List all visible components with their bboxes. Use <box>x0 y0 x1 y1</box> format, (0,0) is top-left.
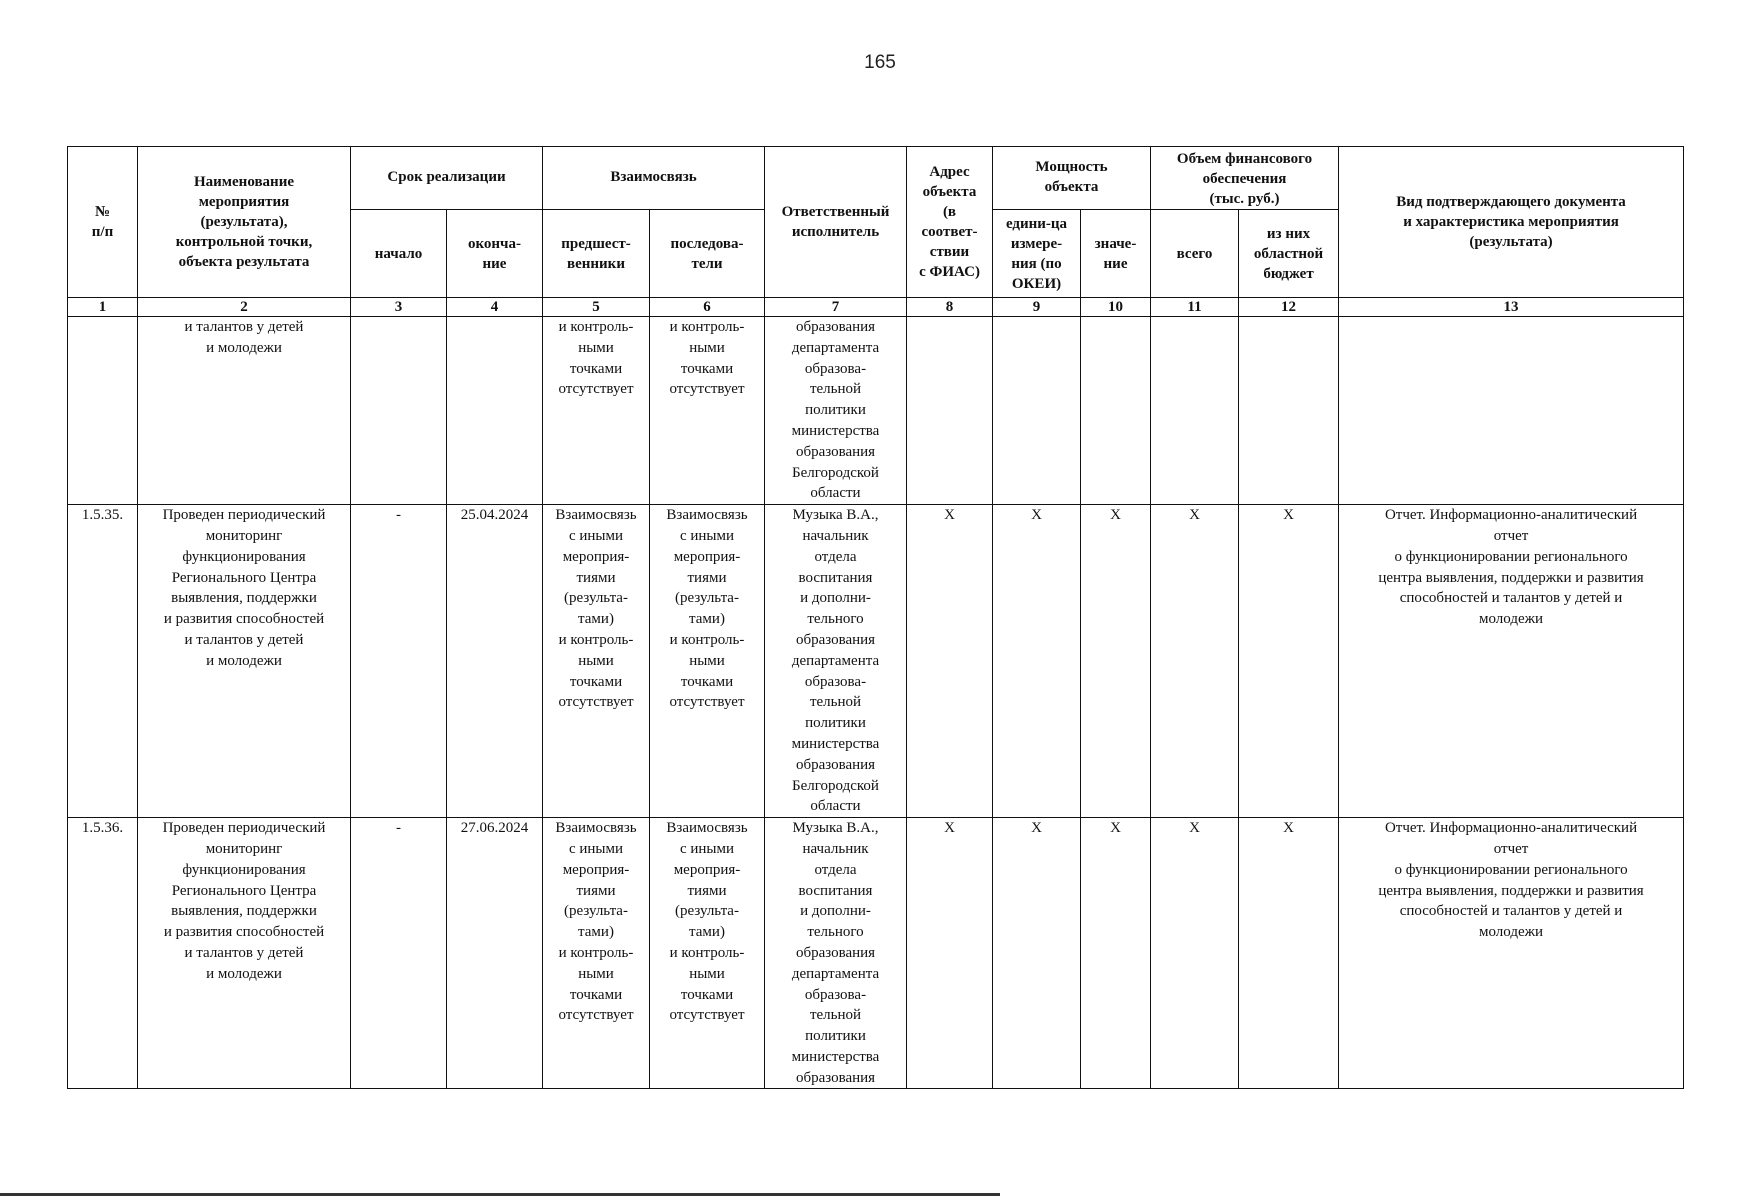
cell-address: X <box>907 818 993 1089</box>
cell-doc: Отчет. Информационно-аналитический отчет о функционировании регионального центра выявления, поддержки и развития способностей и талантов у детей и молодежи <box>1339 818 1684 1089</box>
cell-unit: X <box>993 818 1081 1089</box>
cell-unit: X <box>993 505 1081 818</box>
header-name: Наименование мероприятия (результата), контрольной точки, объекта результата <box>138 147 351 298</box>
header-finance-total: всего <box>1151 210 1239 298</box>
cell-no: 1.5.36. <box>68 818 138 1089</box>
header-term-end: оконча- ние <box>447 210 543 298</box>
cell-total: X <box>1151 818 1239 1089</box>
cell-name: и талантов у детей и молодежи <box>138 317 351 505</box>
cell-start: - <box>351 505 447 818</box>
column-numbers-row <box>68 298 1684 317</box>
cell-doc <box>1339 317 1684 505</box>
column-number: 2 <box>138 298 351 317</box>
cell-value <box>1081 317 1151 505</box>
table-row <box>68 505 1684 818</box>
cell-end: 25.04.2024 <box>447 505 543 818</box>
cell-no: 1.5.35. <box>68 505 138 818</box>
cell-address <box>907 317 993 505</box>
cell-regional: X <box>1239 505 1339 818</box>
cell-responsible: образования департамента образова- тельной политики министерства образования Белгородской области <box>765 317 907 505</box>
plan-table <box>67 146 1684 1089</box>
page-number: 165 <box>864 52 896 73</box>
header-term-start: начало <box>351 210 447 298</box>
column-number: 4 <box>447 298 543 317</box>
cell-name: Проведен периодический мониторинг функционирования Регионального Центра выявления, поддержки и развития способностей и талантов у детей и молодежи <box>138 818 351 1089</box>
cell-regional <box>1239 317 1339 505</box>
cell-name: Проведен периодический мониторинг функционирования Регионального Центра выявления, поддержки и развития способностей и талантов у детей и молодежи <box>138 505 351 818</box>
header-capacity: Мощность объекта <box>993 147 1151 210</box>
header-finance: Объем финансового обеспечения (тыс. руб.) <box>1151 147 1339 210</box>
header-responsible: Ответственный исполнитель <box>765 147 907 298</box>
cell-responsible: Музыка В.А., начальник отдела воспитания и дополни- тельного образования департамента образова- тельной политики министерства образования Белгородской области <box>765 505 907 818</box>
cell-prev: Взаимосвязь с иными мероприя- тиями (результа- тами) и контроль- ными точками отсутствует <box>543 505 650 818</box>
cell-unit <box>993 317 1081 505</box>
cell-total: X <box>1151 505 1239 818</box>
cell-prev: Взаимосвязь с иными мероприя- тиями (результа- тами) и контроль- ными точками отсутствует <box>543 818 650 1089</box>
cell-start: - <box>351 818 447 1089</box>
column-number: 7 <box>765 298 907 317</box>
header-capacity-unit: едини-ца измере- ния (по ОКЕИ) <box>993 210 1081 298</box>
header-finance-regional: из них областной бюджет <box>1239 210 1339 298</box>
column-number: 3 <box>351 298 447 317</box>
header-capacity-value: значе- ние <box>1081 210 1151 298</box>
bottom-rule <box>0 1193 1000 1196</box>
column-number: 5 <box>543 298 650 317</box>
header-relation-prev: предшест- венники <box>543 210 650 298</box>
header-address: Адрес объекта (в соответ- ствии с ФИАС) <box>907 147 993 298</box>
header-relation: Взаимосвязь <box>543 147 765 210</box>
cell-end <box>447 317 543 505</box>
cell-next: Взаимосвязь с иными мероприя- тиями (результа- тами) и контроль- ными точками отсутствует <box>650 818 765 1089</box>
column-number: 13 <box>1339 298 1684 317</box>
cell-address: X <box>907 505 993 818</box>
column-number: 12 <box>1239 298 1339 317</box>
header-doc: Вид подтверждающего документа и характеристика мероприятия (результата) <box>1339 147 1684 298</box>
cell-regional: X <box>1239 818 1339 1089</box>
cell-next: и контроль- ными точками отсутствует <box>650 317 765 505</box>
column-number: 11 <box>1151 298 1239 317</box>
cell-no <box>68 317 138 505</box>
column-number: 8 <box>907 298 993 317</box>
cell-total <box>1151 317 1239 505</box>
header-term: Срок реализации <box>351 147 543 210</box>
column-number: 9 <box>993 298 1081 317</box>
cell-responsible: Музыка В.А., начальник отдела воспитания и дополни- тельного образования департамента образова- тельной политики министерства образования <box>765 818 907 1089</box>
cell-doc: Отчет. Информационно-аналитический отчет о функционировании регионального центра выявления, поддержки и развития способностей и талантов у детей и молодежи <box>1339 505 1684 818</box>
cell-prev: и контроль- ными точками отсутствует <box>543 317 650 505</box>
table-row <box>68 818 1684 1089</box>
table-row <box>68 317 1684 505</box>
cell-value: X <box>1081 505 1151 818</box>
cell-value: X <box>1081 818 1151 1089</box>
cell-start <box>351 317 447 505</box>
cell-next: Взаимосвязь с иными мероприя- тиями (результа- тами) и контроль- ными точками отсутствует <box>650 505 765 818</box>
column-number: 1 <box>68 298 138 317</box>
column-number: 10 <box>1081 298 1151 317</box>
cell-end: 27.06.2024 <box>447 818 543 1089</box>
column-number: 6 <box>650 298 765 317</box>
header-relation-next: последова- тели <box>650 210 765 298</box>
header-no: № п/п <box>68 147 138 298</box>
